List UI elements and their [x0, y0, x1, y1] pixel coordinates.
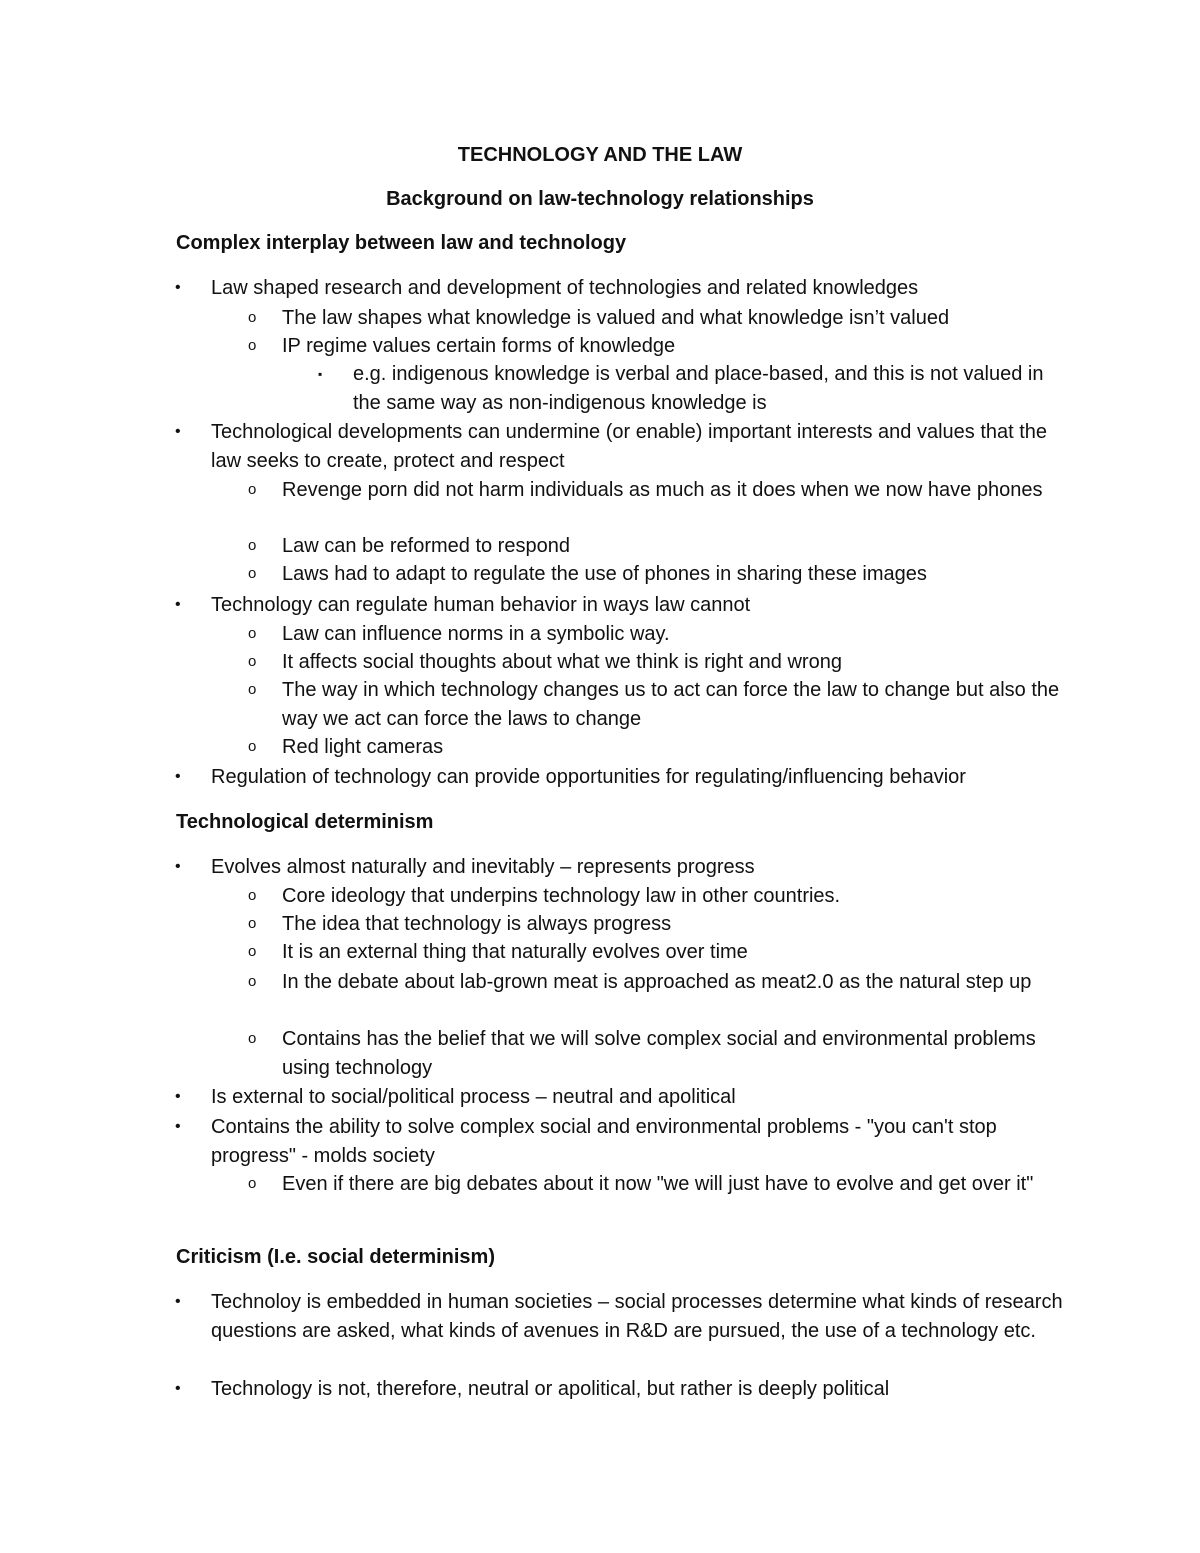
list-item	[248, 1170, 1062, 1199]
sub-bullet-marker: o	[248, 681, 257, 698]
list-item	[248, 938, 1062, 967]
sub-bullet-marker: o	[248, 653, 257, 670]
list-item-text: Technology is not, therefore, neutral or apolitical, but rather is deeply political	[211, 1378, 890, 1400]
list-item	[248, 733, 1062, 762]
list-item-text: Technological developments can undermine (or enable) important interests and values that the law seeks to create, protect and respect	[211, 421, 1048, 472]
list-item	[248, 532, 1062, 561]
list-item	[175, 1083, 1071, 1112]
document-title: TECHNOLOGY AND THE LAW	[457, 144, 743, 166]
sub-bullet-marker: o	[248, 1030, 257, 1047]
list-item	[175, 1113, 1071, 1170]
list-item-text: Core ideology that underpins technology law in other countries.	[282, 885, 841, 907]
bullet-marker: •	[175, 768, 181, 785]
list-item	[248, 304, 1062, 333]
bullet-marker: •	[175, 1293, 181, 1310]
list-item	[175, 1288, 1071, 1345]
sub-bullet-marker: o	[248, 973, 257, 990]
sub-bullet-marker: o	[248, 1175, 257, 1192]
list-item-text: Technoloy is embedded in human societies – social processes determine what kinds of research questions are asked, what kinds of avenues in R&D are pursued, the use of a technology etc.	[211, 1291, 1063, 1342]
document-subtitle: Background on law-technology relationships	[386, 188, 814, 210]
list-item-text: The idea that technology is always progress	[282, 913, 672, 935]
list-item-text: Laws had to adapt to regulate the use of phones in sharing these images	[282, 563, 927, 585]
list-item	[175, 763, 1071, 792]
list-item-text: It affects social thoughts about what we think is right and wrong	[282, 651, 842, 673]
list-item-text: Contains the ability to solve complex social and environmental problems - "you can't stop progress" - molds society	[211, 1116, 997, 1167]
sub-bullet-marker: o	[248, 537, 257, 554]
list-item-text: Evolves almost naturally and inevitably – represents progress	[211, 856, 755, 878]
list-item	[248, 560, 1062, 589]
square-bullet-marker: ▪	[318, 367, 323, 381]
list-item-text: It is an external thing that naturally evolves over time	[282, 941, 748, 963]
list-item-text: Revenge porn did not harm individuals as much as it does when we now have phones	[282, 479, 1043, 501]
section-heading: Complex interplay between law and technology	[176, 232, 627, 254]
list-item-text: Law can influence norms in a symbolic way.	[282, 623, 670, 645]
list-item	[175, 418, 1071, 475]
sub-bullet-marker: o	[248, 309, 257, 326]
list-item-text: The law shapes what knowledge is valued and what knowledge isn’t valued	[282, 307, 950, 329]
list-item	[248, 910, 1062, 939]
list-item	[248, 332, 1062, 361]
list-item-text: Even if there are big debates about it now "we will just have to evolve and get over it"	[282, 1173, 1034, 1195]
list-item	[175, 1375, 1071, 1404]
sub-bullet-marker: o	[248, 481, 257, 498]
list-item-text: Contains has the belief that we will solve complex social and environmental problems using technology	[282, 1028, 1036, 1079]
sub-bullet-marker: o	[248, 915, 257, 932]
sub-bullet-marker: o	[248, 625, 257, 642]
bullet-marker: •	[175, 279, 181, 296]
list-item	[175, 853, 1071, 882]
sub-bullet-marker: o	[248, 337, 257, 354]
bullet-marker: •	[175, 1088, 181, 1105]
bullet-marker: •	[175, 1380, 181, 1397]
list-item-text: e.g. indigenous knowledge is verbal and place-based, and this is not valued in the same way as non-indigenous knowledge is	[353, 363, 1044, 414]
sub-bullet-marker: o	[248, 738, 257, 755]
bullet-marker: •	[175, 596, 181, 613]
section-heading: Criticism (I.e. social determinism)	[176, 1246, 495, 1268]
list-item-text: Red light cameras	[282, 736, 444, 758]
list-item	[248, 648, 1062, 677]
list-item-text: Technology can regulate human behavior in ways law cannot	[211, 594, 751, 616]
list-item	[248, 1025, 1062, 1082]
list-item-text: Law can be reformed to respond	[282, 535, 570, 557]
list-item	[248, 676, 1062, 733]
list-item-text: Is external to social/political process – neutral and apolitical	[211, 1086, 736, 1108]
list-item-text: In the debate about lab-grown meat is approached as meat2.0 as the natural step up	[282, 971, 1032, 993]
bullet-marker: •	[175, 423, 181, 440]
list-item	[175, 274, 1071, 303]
list-item	[248, 476, 1062, 505]
list-item	[248, 882, 1062, 911]
list-item-text: The way in which technology changes us to act can force the law to change but also the way we act can force the laws to change	[282, 679, 1060, 730]
list-item-text: IP regime values certain forms of knowledge	[282, 335, 676, 357]
bullet-marker: •	[175, 1118, 181, 1135]
sub-bullet-marker: o	[248, 887, 257, 904]
sub-bullet-marker: o	[248, 565, 257, 582]
list-item	[175, 591, 1071, 620]
list-item-text: Regulation of technology can provide opportunities for regulating/influencing behavior	[211, 766, 966, 788]
bullet-marker: •	[175, 858, 181, 875]
list-item	[318, 360, 1053, 417]
list-item	[248, 620, 1062, 649]
sub-bullet-marker: o	[248, 943, 257, 960]
list-item-text: Law shaped research and development of technologies and related knowledges	[211, 277, 919, 299]
section-heading: Technological determinism	[176, 811, 434, 833]
list-item	[248, 968, 1062, 997]
